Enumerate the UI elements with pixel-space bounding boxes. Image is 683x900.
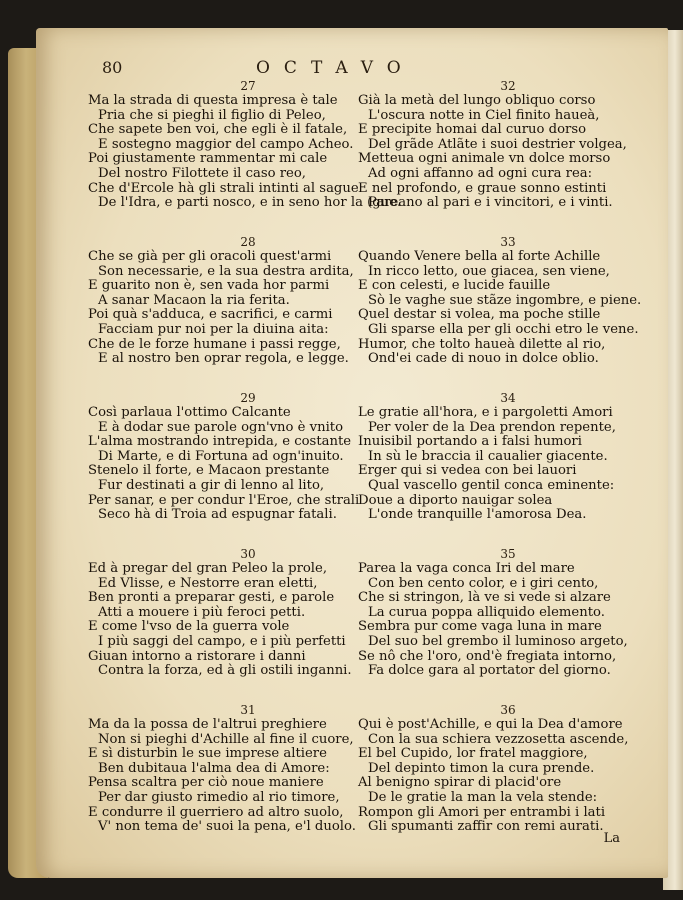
verse-line: E con celesti, e lucide fauille — [358, 278, 551, 294]
verse-line: Gli sparse ella per gli occhi etro le vene. — [368, 321, 639, 337]
verse-line: Doue a diporto nauigar solea — [358, 492, 553, 508]
stanza — [358, 80, 658, 236]
verse-line: El bel Cupido, lor fratel maggiore, — [358, 746, 588, 762]
verse-line: Se nô che l'oro, ond'è fregiata intorno, — [358, 648, 617, 664]
stanza-number: 31 — [240, 703, 256, 717]
stanza-number: 34 — [500, 391, 516, 405]
verse-line: Fur destinati a gir di lenno al lito, — [98, 477, 325, 493]
verse-line: Ben dubitaua l'alma dea di Amore: — [98, 760, 330, 776]
verse-line: De le gratie la man la vela stende: — [368, 789, 598, 805]
verse-line: Ma la strada di questa impresa è tale — [88, 93, 338, 108]
verse-line: De l'Idra, e parti nosco, e in seno hor la (gue. — [98, 195, 402, 211]
verse-line: Quando Venere bella al forte Achille — [358, 249, 601, 264]
verse-line: Fa dolce gara al portator del giorno. — [368, 663, 611, 679]
verse-line: Contra la forza, ed à gli ostili inganni. — [98, 663, 352, 679]
running-head: OCTAVO — [256, 58, 415, 78]
verse-line: Pareano al pari e i vincitori, e i vinti. — [368, 195, 613, 211]
verse-line: E à dodar sue parole ogn'vno è vnito — [98, 419, 344, 435]
verse-line: Qual vascello gentil conca eminente: — [368, 477, 615, 493]
verse-line: Gli spumanti zaffir con remi aurati. — [368, 819, 604, 835]
verse-line: E guarito non è, sen vada hor parmi — [88, 278, 330, 294]
stanza-number: 28 — [240, 235, 256, 249]
verse-line: Che si stringon, là ve si vede si alzare — [358, 590, 611, 606]
verse-line: Ed Vlisse, e Nestorre eran eletti, — [98, 575, 318, 591]
verse-line: L'alma mostrando intrepida, e costante — [88, 434, 352, 450]
verse-line: Ben pronti a preparar gesti, e parole — [88, 590, 335, 606]
verse-line: Quel destar si volea, ma poche stille — [358, 307, 601, 323]
verse-line: Ed à pregar del gran Peleo la prole, — [88, 561, 328, 576]
verse-line: Poi quà s'adduca, e sacrifici, e carmi — [88, 307, 333, 323]
stanza-number: 35 — [500, 547, 516, 561]
stanza-number: 36 — [500, 703, 516, 717]
stanza — [358, 392, 658, 548]
verse-line: Del grãde Atlãte i suoi destrier volgea, — [368, 136, 627, 152]
verse-line: E come l'vso de la guerra vole — [88, 619, 290, 635]
verse-line: Son necessarie, e la sua destra ardita, — [98, 263, 354, 279]
verse-line: Inuisibil portando a i falsi humori — [358, 434, 582, 450]
verse-line: Del nostro Filottete il caso reo, — [98, 165, 306, 181]
verse-line: Con ben cento color, e i giri cento, — [368, 575, 599, 591]
verse-line: E sì disturbin le sue imprese altiere — [88, 746, 327, 762]
verse-line: L'oscura notte in Ciel finito haueà, — [368, 107, 600, 123]
verse-line: A sanar Macaon la ria ferita. — [98, 292, 290, 308]
verse-line: E condurre il guerriero ad altro suolo, — [88, 804, 344, 820]
verse-line: V' non tema de' suoi la pena, e'l duolo. — [98, 819, 356, 835]
verse-line: In ricco letto, oue giacea, sen viene, — [368, 263, 610, 279]
catchword: La — [603, 831, 620, 846]
verse-line: Così parlaua l'ottimo Calcante — [88, 405, 291, 420]
stanza-number: 29 — [240, 391, 256, 405]
verse-line: Che d'Ercole hà gli strali intinti al sague — [88, 180, 359, 196]
verse-line: Del suo bel grembo il luminoso argeto, — [368, 633, 628, 649]
verse-line: Atti a mouere i più feroci petti. — [98, 604, 306, 620]
verse-line: Al benigno spirar di placid'ore — [358, 775, 562, 791]
verse-line: Rompon gli Amori per entrambi i lati — [358, 804, 606, 820]
verse-line: In sù le braccia il caualier giacente. — [368, 448, 608, 464]
stanza — [358, 548, 658, 704]
verse-line: L'onde tranquille l'amorosa Dea. — [368, 507, 587, 523]
stanza-number: 33 — [500, 235, 516, 249]
verse-line: Giuan intorno a ristorare i danni — [88, 648, 306, 664]
verse-line: Erger qui si vedea con bei lauori — [358, 463, 577, 479]
book-page — [36, 28, 668, 878]
verse-line: Facciam pur noi per la diuina aita: — [98, 321, 329, 337]
stanza — [358, 236, 658, 392]
verse-line: La curua poppa alliquido elemento. — [368, 604, 605, 620]
stanza-number: 32 — [500, 79, 516, 93]
right-column — [358, 80, 658, 860]
verse-line: Metteua ogni animale vn dolce morso — [358, 151, 611, 167]
verse-line: Che sapete ben voi, che egli è il fatale, — [88, 122, 348, 138]
verse-line: Per voler de la Dea prendon repente, — [368, 419, 616, 435]
verse-line: Già la metà del lungo obliquo corso — [358, 93, 596, 108]
verse-line: E precipite homai dal curuo dorso — [358, 122, 587, 138]
verse-line: E sostegno maggior del campo Acheo. — [98, 136, 354, 152]
verse-line: Qui è post'Achille, e qui la Dea d'amore — [358, 717, 623, 732]
verse-line: Poi giustamente rammentar mi cale — [88, 151, 328, 167]
verse-line: Ond'ei cade di nouo in dolce oblio. — [368, 351, 599, 367]
verse-line: Di Marte, e di Fortuna ad ogn'inuito. — [98, 448, 344, 464]
verse-line: Con la sua schiera vezzosetta ascende, — [368, 731, 629, 747]
verse-line: Sembra pur come vaga luna in mare — [358, 619, 602, 635]
verse-line: Non si pieghi d'Achille al fine il cuore, — [98, 731, 354, 747]
verse-line: Ad ogni affanno ad ogni cura rea: — [368, 165, 593, 181]
verse-line: Seco hà di Troia ad espugnar fatali. — [98, 507, 337, 523]
verse-line: Humor, che tolto haueà dilette al rio, — [358, 336, 606, 352]
verse-line: Del depinto timon la cura prende. — [368, 760, 595, 776]
verse-line: Che de le forze humane i passi regge, — [88, 336, 341, 352]
verse-line: Che se già per gli oracoli quest'armi — [88, 249, 332, 264]
folio-number: 80 — [102, 58, 123, 77]
verse-line: Pria che si pieghi il figlio di Peleo, — [98, 107, 326, 123]
verse-line: Parea la vaga conca Iri del mare — [358, 561, 575, 576]
verse-line: E nel profondo, e graue sonno estinti — [358, 180, 607, 196]
verse-line: Sò le vaghe sue stãze ingombre, e piene. — [368, 292, 642, 308]
verse-line: Per dar giusto rimedio al rio timore, — [98, 789, 340, 805]
stanza-number: 27 — [240, 79, 256, 93]
verse-line: I più saggi del campo, e i più perfetti — [98, 633, 346, 649]
verse-line: Le gratie all'hora, e i pargoletti Amori — [358, 405, 613, 420]
verse-line: Ma da la possa de l'altrui preghiere — [88, 717, 327, 732]
verse-line: Pensa scaltra per ciò noue maniere — [88, 775, 324, 791]
stanza-number: 30 — [240, 547, 256, 561]
verse-line: Stenelo il forte, e Macaon prestante — [88, 463, 330, 479]
verse-line: E al nostro ben oprar regola, e legge. — [98, 351, 349, 367]
verse-line: Per sanar, e per condur l'Eroe, che strali — [88, 492, 360, 508]
